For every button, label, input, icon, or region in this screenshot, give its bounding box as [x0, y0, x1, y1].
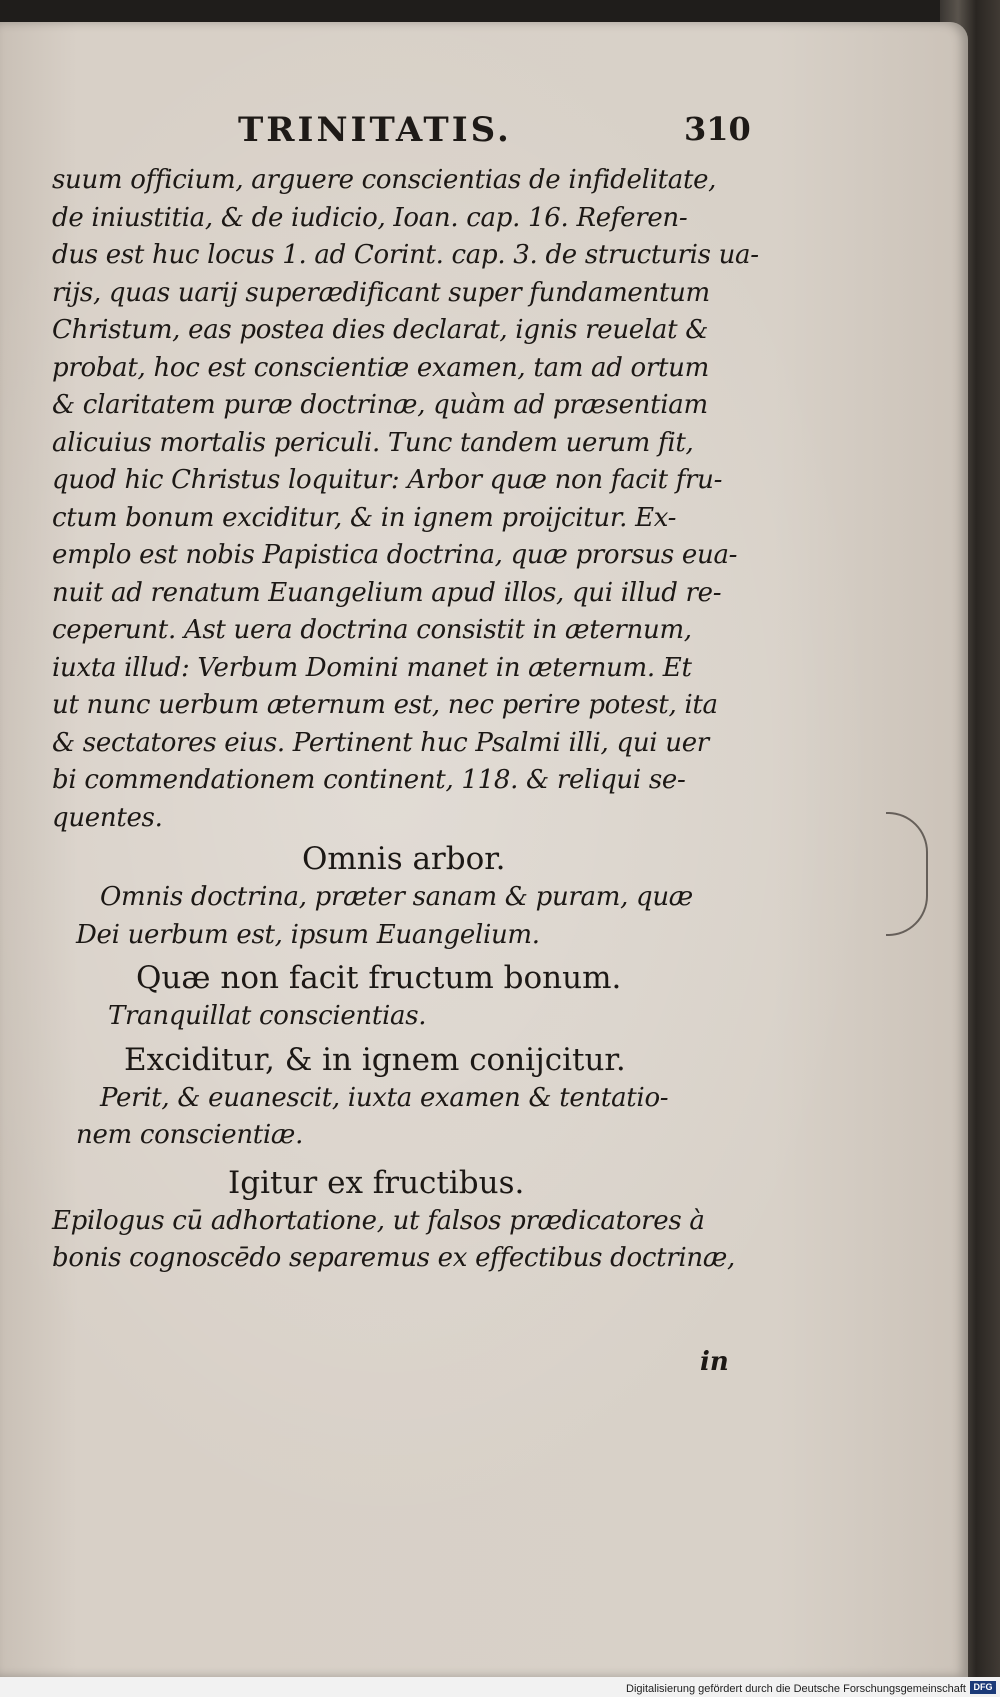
running-title: TRINITATIS. [238, 110, 512, 150]
dfg-logo: DFG [970, 1681, 996, 1694]
body-line: quentes. [52, 802, 163, 833]
text-block [52, 162, 759, 1278]
gloss-line: nem conscientiæ. [76, 1120, 304, 1150]
body-line: quod hic Christus loquitur: Arbor quæ non facit fru- [52, 465, 723, 495]
body-line: nuit ad renatum Euangelium apud illos, qui illud re- [52, 577, 722, 608]
lemma-heading: Omnis arbor. [302, 841, 506, 877]
body-line: ctum bonum exciditur, & in ignem proijcitur. Ex- [52, 502, 677, 533]
body-line: & sectatores eius. Pertinent huc Psalmi illi, qui uer [52, 727, 709, 758]
epilogue-line: Epilogus cū adhortatione, ut falsos prædicatores à [52, 1205, 705, 1236]
gloss-line: Perit, & euanescit, iuxta examen & tentatio- [100, 1082, 669, 1113]
footer-bar [0, 1677, 1000, 1697]
body-line: rijs, quas uarij superædificant super fundamentum [52, 277, 710, 308]
page-header [0, 110, 968, 150]
body-line: alicuius mortalis periculi. Tunc tandem uerum fit, [52, 427, 694, 458]
epilogue-line: bonis cognoscēdo separemus ex effectibus doctrinæ, [52, 1243, 735, 1273]
body-line: ut nunc uerbum æternum est, nec perire potest, ita [52, 690, 718, 720]
page-fold-shadow [886, 812, 928, 936]
body-line: iuxta illud: Verbum Domini manet in æternum. Et [52, 652, 692, 683]
lemma-heading: Quæ non facit fructum bonum. [136, 960, 622, 996]
gloss-line: Dei uerbum est, ipsum Euangelium. [76, 919, 540, 950]
lemma-heading: Igitur ex fructibus. [228, 1164, 525, 1201]
digitization-credit: Digitalisierung gefördert durch die Deutsche Forschungsgemeinschaft [626, 1683, 966, 1695]
catchword: in [700, 1347, 729, 1377]
body-line: ceperunt. Ast uera doctrina consistit in æternum, [52, 615, 692, 645]
body-line: dus est huc locus 1. ad Corint. cap. 3. de structuris ua- [52, 240, 759, 270]
body-line: suum officium, arguere conscientias de infidelitate, [52, 165, 717, 195]
body-line: probat, hoc est conscientiæ examen, tam ad ortum [52, 352, 709, 383]
body-line: & claritatem puræ doctrinæ, quàm ad præsentiam [52, 390, 708, 420]
body-line: de iniustitia, & de iudicio, Ioan. cap. 16. Referen- [52, 202, 688, 233]
book-page [0, 22, 968, 1677]
gloss-line: Tranquillat conscientias. [108, 1001, 427, 1031]
lemma-heading: Exciditur, & in ignem conijcitur. [124, 1041, 626, 1078]
gloss-line: Omnis doctrina, præter sanam & puram, quæ [100, 882, 693, 912]
folio-number: 310 [684, 110, 751, 148]
body-line: Christum, eas postea dies declarat, ignis reuelat & [52, 315, 709, 345]
body-line: emplo est nobis Papistica doctrina, quæ prorsus eua- [52, 540, 738, 570]
body-line: bi commendationem continent, 118. & reliqui se- [52, 765, 686, 795]
